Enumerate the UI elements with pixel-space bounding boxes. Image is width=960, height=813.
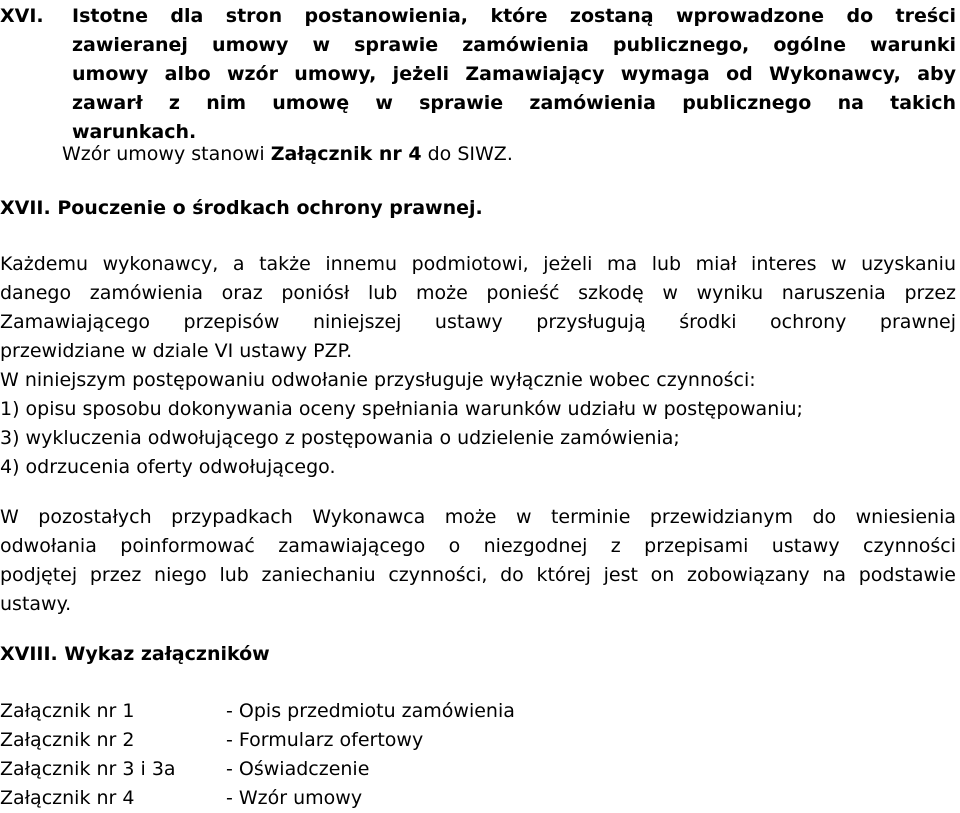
list-item: 1) opisu sposobu dokonywania oceny spełniania warunków udziału w postępowaniu; [0,398,803,420]
section-16-line: zawarł z nim umowę w sprawie zamówienia publicznego na takich [72,92,956,114]
paragraph-line: przewidziane w dziale VI ustawy PZP. [0,340,353,362]
attachment-name: Załącznik nr 3 i 3a [0,758,176,780]
wzor-suffix: do SIWZ. [427,143,513,165]
section-17-heading: XVII. Pouczenie o środkach ochrony prawnej. [0,197,483,219]
paragraph-line: ustawy. [0,593,72,615]
paragraph-line: Każdemu wykonawcy, a także innemu podmiotowi, jeżeli ma lub miał interes w uzyskaniu [0,253,956,275]
section-17-paragraph-1 [0,250,956,366]
section-17-paragraph-2 [0,366,956,482]
attachment-name: Załącznik nr 4 [0,787,135,809]
attachment-desc: - Formularz ofertowy [226,729,424,751]
attachment-names [0,697,220,813]
attachment-descriptions [226,697,726,813]
paragraph-line: danego zamówienia oraz poniósł lub może ponieść szkodę w wyniku naruszenia przez [0,282,956,304]
paragraph-line: Zamawiającego przepisów niniejszej ustawy przysługują środki ochrony prawnej [0,311,956,333]
list-item: 3) wykluczenia odwołującego z postępowania o udzielenie zamówienia; [0,427,680,449]
section-16-line: Istotne dla stron postanowienia, które zostaną wprowadzone do treści [72,5,956,27]
attachment-desc: - Opis przedmiotu zamówienia [226,700,515,722]
section-17-paragraph-3 [0,503,956,619]
list-item: 4) odrzucenia oferty odwołującego. [0,456,336,478]
paragraph-line: podjętej przez niego lub zaniechaniu czynności, do której jest on zobowiązany na podstawie [0,564,956,586]
section-16-line: umowy albo wzór umowy, jeżeli Zamawiający wymaga od Wykonawcy, aby [72,63,956,85]
wzor-umowy-line [62,140,513,169]
wzor-prefix: Wzór umowy stanowi [62,143,265,165]
attachment-name: Załącznik nr 1 [0,700,135,722]
section-16-number: XVI. [0,5,44,27]
section-16-heading [72,2,956,147]
attachment-name: Załącznik nr 2 [0,729,135,751]
paragraph-line: W pozostałych przypadkach Wykonawca może w terminie przewidzianym do wniesienia [0,506,956,528]
section-16-line: zawieranej umowy w sprawie zamówienia publicznego, ogólne warunki [72,34,956,56]
section-18-heading: XVIII. Wykaz załączników [0,643,270,665]
paragraph-line: odwołania poinformować zamawiającego o niezgodnej z przepisami ustawy czynności [0,535,956,557]
paragraph-line: W niniejszym postępowaniu odwołanie przysługuje wyłącznie wobec czynności: [0,369,756,391]
attachment-desc: - Wzór umowy [226,787,363,809]
attachment-desc: - Oświadczenie [226,758,370,780]
section-16-line: warunkach. [72,121,197,143]
wzor-attachment-ref: Załącznik nr 4 [270,143,422,165]
